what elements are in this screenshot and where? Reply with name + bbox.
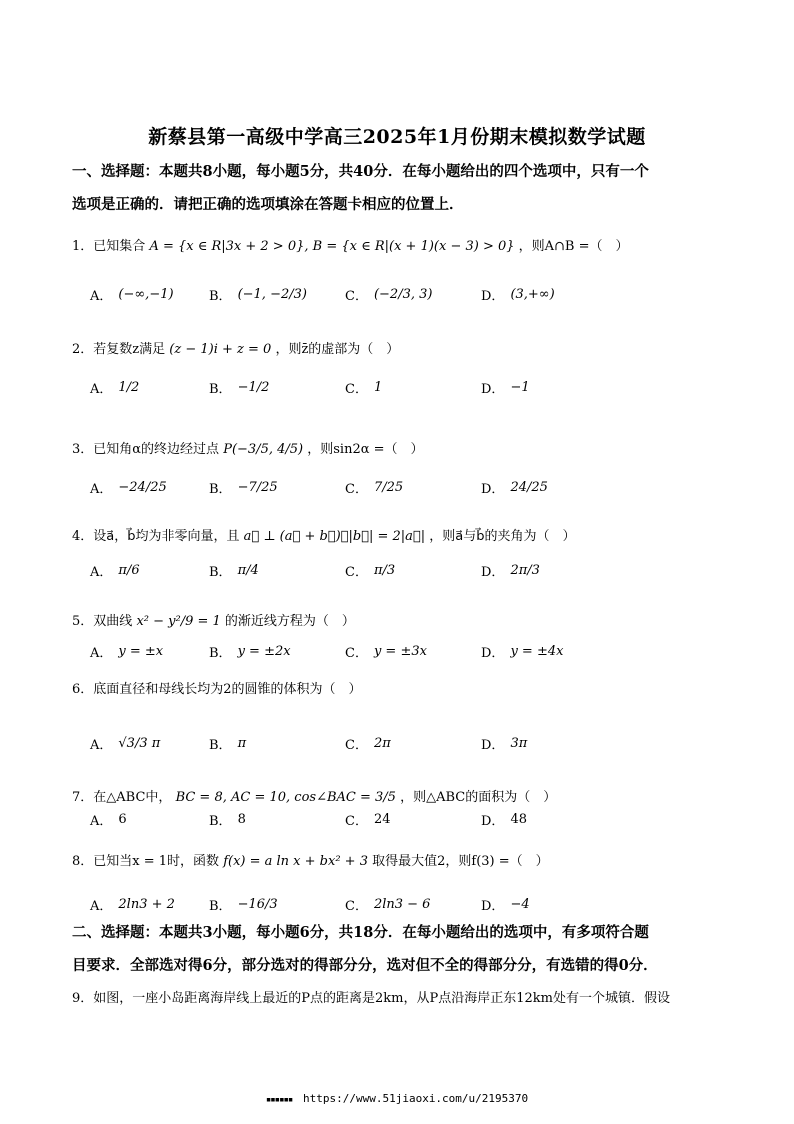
q3-expression: P(−3/5, 4/5): [223, 442, 304, 457]
question-1-options: [90, 277, 730, 311]
option-d: D． 24/25: [481, 479, 548, 497]
question-6: 6．底面直径和母线长均为2的圆锥的体积为（ ）: [72, 682, 362, 697]
question-2: 2．若复数z满足 (z − 1)i + z = 0 ，则z̄的虚部为（ ）: [72, 342, 400, 357]
option-a: A． 1/2: [90, 379, 140, 397]
option-d: D． 48: [481, 811, 527, 829]
option-b: B． 8: [209, 811, 246, 829]
option-c: C． π/3: [345, 562, 396, 580]
option-c: C． 2π: [345, 735, 391, 753]
question-5: 5．双曲线 x² − y²/9 = 1 的渐近线方程为（ ）: [72, 614, 355, 629]
q8-expression: f(x) = a ln x + bx² + 3: [223, 854, 368, 869]
q7-expression: BC = 8, AC = 10, cos∠BAC = 3/5: [175, 790, 396, 805]
option-a: A． (−∞,−1): [90, 286, 174, 304]
option-d: D． −4: [481, 896, 530, 914]
option-d: D． −1: [481, 379, 530, 397]
option-a: A． √3/3 π: [90, 735, 161, 753]
option-d: D． 2π/3: [481, 562, 540, 580]
option-a: A． π/6: [90, 562, 140, 580]
question-9: 9．如图，一座小岛距离海岸线上最近的P点的距离是2km，从P点沿海岸正东12km处有一个城镇．假设: [72, 991, 670, 1006]
q4-expression: a⃗ ⊥ (a⃗ + b⃗)，|b⃗| = 2|a⃗|: [243, 529, 426, 544]
question-8: 8．已知当x = 1时，函数 f(x) = a ln x + bx² + 3 取得最大值2，则f(3) =（ ）: [72, 854, 549, 869]
question-2-options: [90, 370, 730, 404]
question-3: 3．已知角α的终边经过点 P(−3/5, 4/5) ，则sin2α =（ ）: [72, 442, 424, 457]
option-c: C． (−2/3, 3): [345, 286, 433, 304]
option-d: D． 3π: [481, 735, 528, 753]
option-b: B． −16/3: [209, 896, 278, 914]
option-c: C． 1: [345, 379, 383, 397]
option-a: A． −24/25: [90, 479, 167, 497]
q1-expression: A = {x ∈ R|3x + 2 > 0}, B = {x ∈ R|(x + 1)(x − 3) > 0}: [149, 239, 515, 254]
exam-title: 新蔡县第一高级中学高三2025年1月份期末模拟数学试题: [148, 126, 646, 148]
question-7: 7．在△ABC中， BC = 8, AC = 10, cos∠BAC = 3/5 ，则△ABC的面积为（ ）: [72, 790, 557, 805]
question-5-options: [90, 634, 730, 668]
section1-heading: 一、选择题：本题共8小题，每小题5分，共40分．在每小题给出的四个选项中，只有一个 选项是正确的．请把正确的选项填涂在答题卡相应的位置上．: [72, 163, 649, 213]
option-a: A． y = ±x: [90, 643, 164, 661]
option-b: B． π: [209, 735, 247, 753]
question-1: 1．已知集合 A = {x ∈ R|3x + 2 > 0}, B = {x ∈ R|(x + 1)(x − 3) > 0} ，则A∩B =（ ）: [72, 239, 629, 254]
option-a: A． 2ln3 + 2: [90, 896, 175, 914]
option-d: D． (3,+∞): [481, 286, 555, 304]
option-a: A． 6: [90, 811, 127, 829]
footer-dots-icon: ▪▪▪▪▪▪: [265, 1095, 293, 1105]
question-4-options: [90, 553, 730, 587]
question-4: 4．设a⃗，b⃗均为非零向量，且 a⃗ ⊥ (a⃗ + b⃗)，|b⃗| = 2|a⃗| ，则a⃗与b⃗的夹角为（ ）: [72, 529, 576, 544]
section2-heading: 二、选择题：本题共3小题，每小题6分，共18分．在每小题给出的选项中，有多项符合题 目要求．全部选对得6分，部分选对的得部分分，选对但不全的得部分分，有选错的得0分．: [72, 924, 658, 974]
question-7-options: [90, 802, 730, 836]
footer-url[interactable]: [0, 1092, 794, 1105]
option-b: B． y = ±2x: [209, 643, 291, 661]
option-c: C． 24: [345, 811, 391, 829]
q5-expression: x² − y²/9 = 1: [136, 614, 221, 629]
q2-expression: (z − 1)i + z = 0: [169, 342, 272, 357]
option-c: C． 2ln3 − 6: [345, 896, 431, 914]
option-b: B． (−1, −2/3): [209, 286, 307, 304]
option-d: D． y = ±4x: [481, 643, 564, 661]
option-b: B． −1/2: [209, 379, 270, 397]
option-c: C． 7/25: [345, 479, 404, 497]
question-6-options: [90, 726, 730, 760]
option-c: C． y = ±3x: [345, 643, 427, 661]
option-b: B． π/4: [209, 562, 259, 580]
question-3-options: [90, 470, 730, 504]
option-b: B． −7/25: [209, 479, 278, 497]
footer-link[interactable]: https://www.51jiaoxi.com/u/2195370: [302, 1092, 529, 1105]
